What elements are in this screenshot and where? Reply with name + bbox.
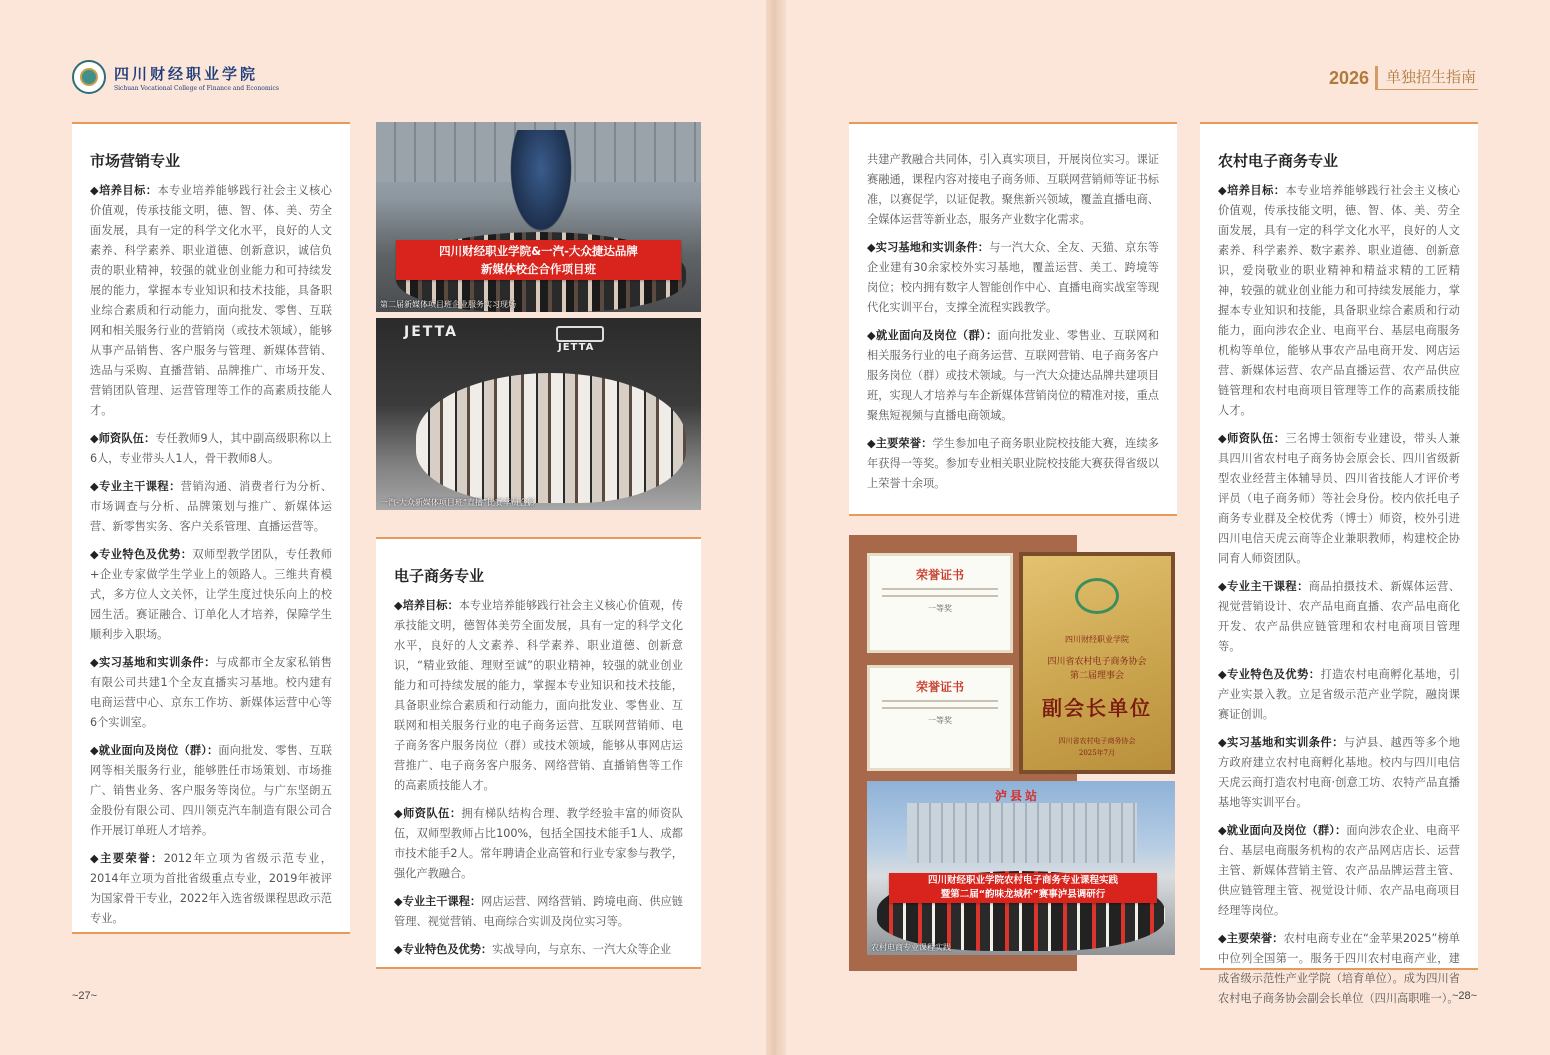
paragraph-label: ◆专业特色及优势： <box>1218 668 1321 681</box>
paragraph-text: 专任教师9人，其中副高级职称以上6人，专业带头人1人，骨干教师8人。 <box>90 432 332 465</box>
paragraph-text: 打造农村电商孵化基地，引产业实景入教。立足省级示范产业学院，融岗课赛证创训。 <box>1218 668 1460 721</box>
paragraph-label: ◆主要荣誉： <box>867 437 933 450</box>
plaque-footer: 四川省农村电子商务协会 <box>1058 737 1136 745</box>
section-paragraph <box>394 596 683 796</box>
photo-luxian-station <box>867 781 1175 955</box>
plaque-org: 四川省农村电子商务协会 <box>1047 657 1147 667</box>
paragraph-label: ◆培养目标： <box>90 184 158 197</box>
paragraph-text: 面向涉农企业、电商平台、基层电商服务机构的农产品网店店长、运营主管、新媒体营销主管、农产品品牌运营主管、供应链管理主管、视觉设计师、农产品电商项目经理等岗位。 <box>1218 824 1460 917</box>
paragraph-label: ◆主要荣誉： <box>1218 932 1284 945</box>
paragraph-label: ◆专业特色及优势： <box>394 943 493 956</box>
paragraph-text: 农村电商专业在“金苹果2025”榜单中位列全国第一。服务于四川农村电商产业，建成省级示范性产业学院（培育单位）。成为四川省农村电子商务协会副会长单位（四川高职唯一）。 <box>1218 932 1460 1005</box>
section-paragraph <box>1218 665 1460 725</box>
section-paragraph <box>394 892 683 932</box>
section-paragraph <box>1218 181 1460 421</box>
paragraph-text: 与泸县、越西等多个地方政府建立农村电商孵化基地。校内与四川电信天虎云商打造农村电商·创意工坊、农特产品直播基地等实训平台。 <box>1218 736 1460 809</box>
paragraph-text: 2012年立项为省级示范专业，2014年立项为首批省级重点专业，2019年被评为国家骨干专业，2022年入选省级课程思政示范专业。 <box>90 852 332 925</box>
paragraph-text: 拥有梯队结构合理、教学经验丰富的师资队伍，双师型教师占比100%，包括全国技术能手1人、成都市技术能手2人。常年聘请企业高管和行业专家参与教学，强化产教融合。 <box>394 807 683 880</box>
right-page-number: ~28~ <box>1452 990 1478 1002</box>
jetta-sign-right: JETTA <box>558 342 595 353</box>
paragraph-text: 共建产教融合共同体，引入真实项目，开展岗位实习。课证赛融通，课程内容对接电子商务师、互联网营销师等证书标准，以赛促学，以证促教。聚焦新兴领域，覆盖直播电商、全媒体运营等新业态，服务产业数字化需求。 <box>867 153 1159 226</box>
paragraph-label: ◆师资队伍： <box>394 807 462 820</box>
photo2-caption: 一汽-大众新媒体项目班“直播”比赛学员合影 <box>380 498 536 507</box>
rural-title: 农村电子商务专业 <box>1218 152 1339 170</box>
station-building <box>907 803 1137 863</box>
paragraph-text: 本专业培养能够践行社会主义核心价值观，传承技能文明，德、智、体、美、劳全面发展，具有一定的科学文化水平，良好的人文素养、科学素养、数字素养、职业道德、创新意识，爱岗敬业的职业精神和精益求精的工匠精神，较强的就业创业能力和可持续发展能力，掌握本专业知识和技能，具备职业综合素质和行动能力，面向涉农企业、电商平台、基层电商服务机构等单位，能够从事农产品电商开发、网店运营、新媒体运营、农产品直播运营、农产品供应链管理和农村电商项目管理等工作的高素质技能人才。 <box>1218 184 1460 417</box>
station-sign: 泸县站 <box>995 789 1041 803</box>
section-paragraph <box>1218 577 1460 657</box>
jetta-logo-icon <box>556 326 604 342</box>
photo1-banner-line2: 新媒体校企合作项目班 <box>481 262 596 276</box>
paragraph-text: 网店运营、网络营销、跨境电商、供应链管理、视觉营销、电商综合实训及岗位实习等。 <box>394 895 683 928</box>
paragraph-text: 三名博士领衔专业建设，带头人兼具四川省农村电子商务协会原会长、四川省级新型农业经营主体辅导员、四川省技能人才评价考评员（电子商务师）等社会身份。校内依托电子商务专业群及全校优秀（博士）师资，校外引进四川电信天虎云商等企业兼职教师，构建校企协同育人师资团队。 <box>1218 432 1460 565</box>
section-paragraph <box>90 545 332 645</box>
jetta-sign-left: JETTA <box>404 324 458 340</box>
section-paragraph <box>867 434 1159 494</box>
section-paragraph <box>90 181 332 421</box>
ecommerce-body <box>394 596 683 960</box>
paragraph-text: 与一汽大众、全友、天猫、京东等企业建有30余家校外实习基地，覆盖运营、美工、跨境等岗位；校内拥有数字人智能创作中心、直播电商实战室等现代化实训平台，支撑全流程实践教学。 <box>867 241 1159 314</box>
school-logo <box>72 60 279 94</box>
certificate-1-title: 荣誉证书 <box>915 568 964 582</box>
section-paragraph <box>1218 821 1460 921</box>
school-name-en: Sichuan Vocational College of Finance and Economics <box>114 84 279 92</box>
section-paragraph <box>90 741 332 841</box>
paragraph-label: ◆培养目标： <box>394 599 459 612</box>
section-paragraph <box>1218 429 1460 569</box>
paragraph-text: 双师型教学团队，专任教师+企业专家做学生学业上的领路人。三维共育模式，多方位人文关怀，让学生度过快乐向上的校园生活。赛证融合、订单化人才培养，保障学生顺利步入职场。 <box>90 548 332 641</box>
page-gutter <box>766 0 786 1055</box>
section-paragraph <box>867 238 1159 318</box>
certificate-2-prize: 一等奖 <box>928 716 952 725</box>
section-paragraph <box>1218 929 1460 1009</box>
plaque-role: 副会长单位 <box>1042 696 1152 720</box>
association-emblem-icon <box>1075 578 1119 614</box>
paragraph-label: ◆主要荣誉： <box>90 852 164 865</box>
paragraph-label: ◆师资队伍： <box>90 432 156 445</box>
rural-body <box>1218 181 1460 1009</box>
paragraph-label: ◆专业主干课程： <box>394 895 482 908</box>
paragraph-label: ◆实习基地和实训条件： <box>1218 736 1344 749</box>
photo3-caption: 农村电商专业课程实践 <box>871 943 951 952</box>
guide-title <box>1329 66 1478 90</box>
paragraph-text: 与成都市全友家私销售有限公司共建1个全友直播实习基地。校内建有电商运营中心、京东工作坊、新媒体运营中心等6个实训室。 <box>90 656 332 729</box>
section-paragraph <box>1218 733 1460 813</box>
school-name: 四川财经职业学院 <box>114 64 259 83</box>
photo1-banner <box>396 240 681 280</box>
ecommerce-continued-body <box>867 150 1159 494</box>
ecommerce-title: 电子商务专业 <box>394 567 485 585</box>
robot-statue-icon <box>506 130 576 240</box>
paragraph-text: 本专业培养能够践行社会主义核心价值观，传承技能文明，德智体美劳全面发展，具有一定的科学文化水平，良好的人文素养、科学素养、职业道德、创新意识，“精业致能、理财至诚”的职业精神，较强的就业创业能力和可持续发展的能力，掌握本专业知识和技术技能，具备职业综合素质和行动能力，面向批发业、零售业、互联网和相关服务行业的电子商务运营、互联网营销师、电子商务客户服务岗位（群）或技术领域，能够从事网店运营推广、电子商务客户服务、网络营销、直播销售等工作的高素质技能人才。 <box>394 599 683 792</box>
paragraph-text: 实战导向，与京东、一汽大众等企业 <box>492 943 672 956</box>
plaque-school: 四川财经职业学院 <box>1065 635 1129 644</box>
paragraph-text: 本专业培养能够践行社会主义核心价值观，传承技能文明，德、智、体、美、劳全面发展，具有一定的科学文化水平，良好的人文素养、科学素养、职业道德、创新意识，诚信负责的职业精神，较强的就业创业能力和可持续发展的能力，掌握本专业知识和技术技能，具备职业综合素质和行动能力，面向批发、零售、互联网和相关服务行业的营销岗（或技术领域），能够从事产品销售、客户服务与管理、新媒体营销、选品与采购、直播营销、品牌推广、市场开发、营销团队管理、运营管理等工作的高素质技能人才。 <box>90 184 332 417</box>
section-paragraph <box>90 477 332 537</box>
paragraph-label: ◆培养目标： <box>1218 184 1286 197</box>
guide-name: 单独招生指南 <box>1375 66 1478 90</box>
paragraph-label: ◆就业面向及岗位（群）： <box>867 329 998 342</box>
paragraph-text: 面向批发、零售、互联网等相关服务行业，能够胜任市场策划、市场推广、销售业务、客户服务等岗位。与广东坚朗五金股份有限公司、四川领克汽车制造有限公司合作开展订单班人才培养。 <box>90 744 332 837</box>
paragraph-label: ◆专业特色及优势： <box>90 548 193 561</box>
vice-president-plaque <box>1019 552 1175 774</box>
section-paragraph <box>867 326 1159 426</box>
photo-jetta-showroom <box>376 318 701 510</box>
ecommerce-card <box>376 537 701 969</box>
paragraph-text: 营销沟通、消费者行为分析、市场调查与分析、品牌策划与推广、新媒体运营、新零售实务、客户关系管理、直播运营等。 <box>90 480 332 533</box>
certificates-block <box>849 535 1177 971</box>
section-paragraph <box>394 940 683 960</box>
ecommerce-continued-card <box>849 122 1177 516</box>
paragraph-label: ◆专业主干课程： <box>1218 580 1309 593</box>
paragraph-label: ◆师资队伍： <box>1218 432 1286 445</box>
section-paragraph <box>90 653 332 733</box>
paragraph-label: ◆就业面向及岗位（群）： <box>90 744 219 757</box>
paragraph-label: ◆就业面向及岗位（群）： <box>1218 824 1347 837</box>
section-paragraph <box>90 849 332 929</box>
school-seal-icon <box>72 60 106 94</box>
marketing-card <box>72 122 350 934</box>
paragraph-label: ◆专业主干课程： <box>90 480 181 493</box>
guide-year: 2026 <box>1328 67 1369 88</box>
certificate-1-prize: 一等奖 <box>928 604 952 613</box>
paragraph-text: 面向批发业、零售业、互联网和相关服务行业的电子商务运营、互联网营销、电子商务客户服务岗位（群）或技术领域。与一汽大众捷达品牌共建项目班，实现人才培养与车企新媒体营销岗位的精准对接，重点聚焦短视频与直播电商领域。 <box>867 329 1159 422</box>
photo3-banner-line1: 四川财经职业学院农村电子商务专业课程实践 <box>927 875 1118 886</box>
marketing-title: 市场营销专业 <box>90 152 181 170</box>
paragraph-label: ◆实习基地和实训条件： <box>90 656 216 669</box>
plaque-date: 2025年7月 <box>1078 749 1116 757</box>
photo-jetta-group <box>376 122 701 312</box>
certificate-1 <box>867 553 1013 653</box>
section-paragraph <box>90 429 332 469</box>
certificate-2-title: 荣誉证书 <box>915 680 964 694</box>
section-paragraph <box>394 804 683 884</box>
photo1-caption: 第二届新媒体项目班企业服务实习现场 <box>380 300 516 309</box>
photo3-banner-line2: 暨第二届“韵味龙城杯”赛事泸县调研行 <box>940 889 1106 900</box>
marketing-body <box>90 181 332 929</box>
paragraph-text: 商品拍摄技术、新媒体运营、视觉营销设计、农产品电商直播、农产品电商化开发、农产品供应链管理和农村电商项目管理等。 <box>1218 580 1460 653</box>
plaque-board: 第二届理事会 <box>1069 671 1124 681</box>
paragraph-text: 学生参加电子商务职业院校技能大赛，连续多年获得一等奖。参加专业相关职业院校技能大赛获得省级以上荣誉十余项。 <box>867 437 1159 490</box>
photo1-banner-line1: 四川财经职业学院&一汽-大众捷达品牌 <box>439 244 638 258</box>
certificate-2 <box>867 665 1013 771</box>
section-paragraph <box>867 150 1159 230</box>
photo3-banner <box>889 873 1157 903</box>
paragraph-label: ◆实习基地和实训条件： <box>867 241 990 254</box>
left-page-number: ~27~ <box>72 990 98 1002</box>
